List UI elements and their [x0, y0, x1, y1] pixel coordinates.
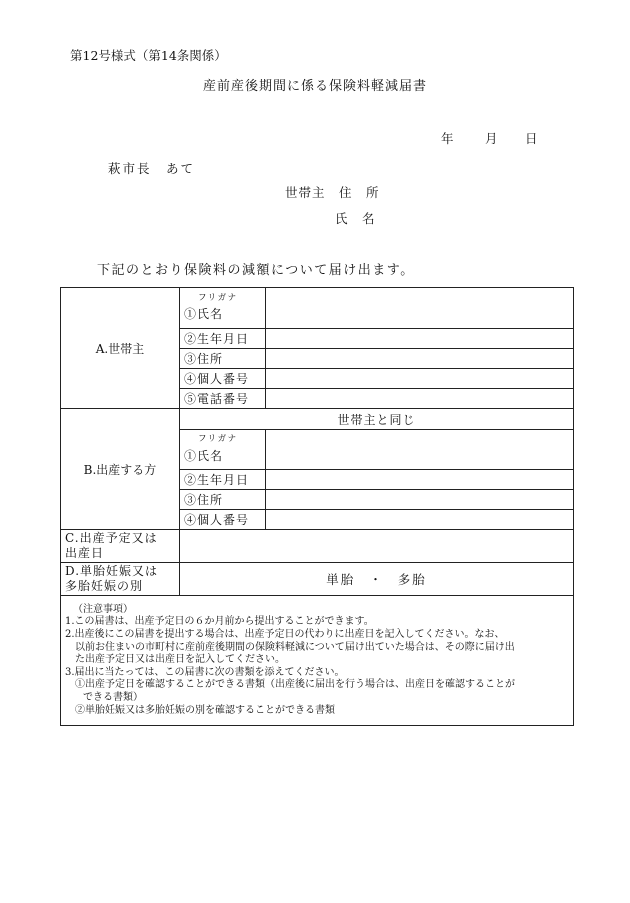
single-pregnancy-option[interactable]: 単胎 — [326, 572, 356, 587]
section-b-name-label — [180, 430, 266, 470]
name-label: ①氏名 — [184, 448, 224, 463]
section-a-id-label: ④個人番号 — [180, 369, 266, 389]
choice-separator: ・ — [369, 572, 384, 587]
section-b-address-label: ③住所 — [180, 490, 266, 510]
section-b-birthdate-input[interactable] — [266, 470, 574, 490]
year-label: 年 — [441, 131, 454, 146]
pregnancy-type-choice — [180, 563, 574, 596]
month-label: 月 — [485, 131, 498, 146]
form-title: 産前産後期間に係る保険料軽減届書 — [203, 79, 428, 94]
addressee: 萩市長 あて — [108, 161, 196, 176]
section-a-address-label: ③住所 — [180, 349, 266, 369]
date-line — [441, 133, 538, 146]
notification-form-table — [60, 287, 574, 726]
section-a-name-input[interactable] — [266, 288, 574, 329]
name-label: ①氏名 — [184, 307, 224, 322]
same-as-householder-option[interactable]: 世帯主と同じ — [180, 409, 574, 430]
section-c-label-line2: 出産日 — [65, 546, 105, 560]
notes-box — [61, 596, 574, 726]
note-item-1: 1.この届書は、出産予定日の６か月前から提出することができます。 — [65, 616, 374, 628]
section-d-label-line1: D.単胎妊娠又は — [65, 564, 159, 578]
section-b-id-input[interactable] — [266, 510, 574, 530]
intro-text: 下記のとおり保険料の減額について届け出ます。 — [97, 263, 415, 278]
section-d-label — [61, 563, 180, 596]
section-b-id-label: ④個人番号 — [180, 510, 266, 530]
section-a-id-input[interactable] — [266, 369, 574, 389]
section-d-label-line2: 多胎妊娠の別 — [65, 579, 144, 593]
note-item-3-sub1-cont: できる書類） — [83, 691, 143, 703]
note-item-2-cont: 以前お住まいの市町村に産前産後期間の保険料軽減について届け出ていた場合は、その際に届け出 — [75, 641, 515, 653]
section-a-birthdate-label: ②生年月日 — [180, 329, 266, 349]
note-item-3-sub2: ②単胎妊娠又は多胎妊娠の別を確認することができる書類 — [75, 704, 335, 716]
note-item-2-cont2: た出産予定日又は出産日を記入してください。 — [75, 654, 285, 666]
section-a-row-name — [61, 288, 574, 329]
notes-row — [61, 596, 574, 726]
day-label: 日 — [525, 131, 538, 146]
due-date-input[interactable] — [180, 530, 574, 563]
multiple-pregnancy-option[interactable]: 多胎 — [397, 572, 427, 587]
section-a-name-label — [180, 288, 266, 329]
form-number: 第12号様式（第14条関係） — [70, 48, 227, 63]
section-a-label: A.世帯主 — [61, 288, 180, 409]
note-item-3: 3.届出に当たっては、この届書に次の書類を添えてください。 — [65, 666, 345, 678]
section-a-phone-label: ⑤電話番号 — [180, 389, 266, 409]
section-b-birthdate-label: ②生年月日 — [180, 470, 266, 490]
householder-address-label: 世帯主 住 所 — [285, 185, 380, 200]
notes-heading: （注意事項） — [73, 603, 133, 615]
householder-name-label: 氏 名 — [335, 211, 376, 226]
section-c-label-line1: C.出産予定又は — [65, 531, 158, 545]
furigana-label: フリガナ — [198, 292, 238, 303]
note-item-2: 2.出産後にこの届書を提出する場合は、出産予定日の代わりに出産日を記入してください。なお、 — [65, 629, 505, 641]
section-d-row — [61, 563, 574, 596]
section-b-row-same — [61, 409, 574, 430]
section-c-row — [61, 530, 574, 563]
section-a-birthdate-input[interactable] — [266, 329, 574, 349]
section-b-label: B.出産する方 — [61, 409, 180, 530]
section-a-phone-input[interactable] — [266, 389, 574, 409]
section-c-label — [61, 530, 180, 563]
section-b-address-input[interactable] — [266, 490, 574, 510]
note-item-3-sub1: ①出産予定日を確認することができる書類（出産後に届出を行う場合は、出産日を確認することが — [75, 679, 515, 691]
section-a-address-input[interactable] — [266, 349, 574, 369]
furigana-label: フリガナ — [198, 434, 238, 445]
section-b-name-input[interactable] — [266, 430, 574, 470]
